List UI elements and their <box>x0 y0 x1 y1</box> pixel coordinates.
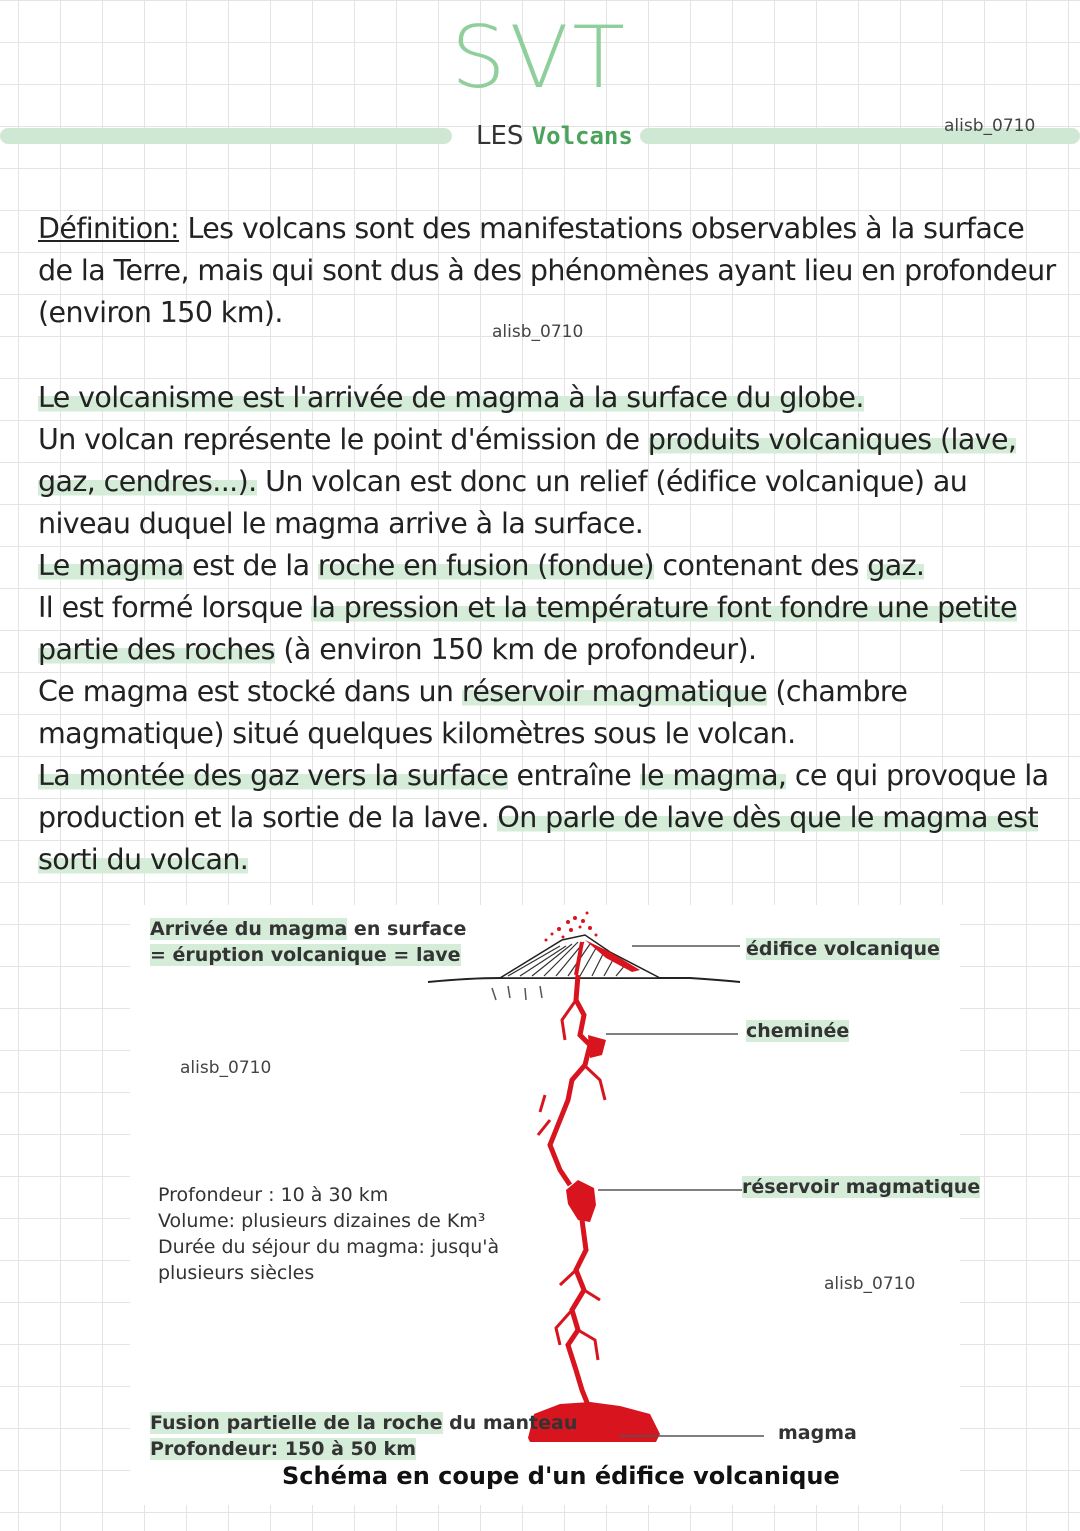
label-reservoir: réservoir magmatique <box>742 1176 981 1198</box>
watermark-diagram-left: alisb_0710 <box>180 1058 272 1078</box>
label-fusion: Fusion partielle de la roche du manteau Profondeur: 150 à 50 km <box>150 1412 578 1460</box>
body-line-magma: Le magma est de la roche en fusion (fondue) contenant des gaz. <box>38 549 925 582</box>
body-line-reservoir: Ce magma est stocké dans un réservoir magmatique (chambre magmatique) situé quelques kilomètres sous le volcan. <box>38 675 908 750</box>
eruption-particles <box>545 912 598 942</box>
reservoir-info: Profondeur : 10 à 30 km Volume: plusieurs dizaines de Km³ Durée du séjour du magma: jusqu'à plusieurs siècles <box>158 1184 500 1284</box>
definition-text: Les volcans sont des manifestations observables à la surface de la Terre, mais qui sont dus à des phénomènes ayant lieu en profondeur (environ 150 km). <box>38 212 1056 329</box>
definition-label: Définition: <box>38 212 180 245</box>
conduit-side-branches <box>538 1095 550 1135</box>
body-line-formation: Il est formé lorsque la pression et la température font fondre une petite partie des roches (à environ 150 km de profondeur). <box>38 591 1017 666</box>
body-line-volcan: Un volcan représente le point d'émission de produits volcaniques (lave, gaz, cendres...). Un volcan est donc un relief (édifice volcanique) au niveau duquel le magma arrive à la surface. <box>38 423 1017 540</box>
body-line-volcanisme: Le volcanisme est l'arrivée de magma à la surface du globe. <box>38 381 864 414</box>
watermark-middle: alisb_0710 <box>492 322 584 342</box>
magma-reservoir <box>566 1180 596 1222</box>
label-cheminee: cheminée <box>746 1020 850 1042</box>
chimney-pocket <box>588 1035 606 1058</box>
label-edifice: édifice volcanique <box>746 938 940 960</box>
ground-hatch <box>492 986 542 1000</box>
lower-branches <box>556 1270 600 1360</box>
watermark-top: alisb_0710 <box>944 116 1036 136</box>
subtitle-accent: Volcans <box>531 122 633 150</box>
page-title: SVT <box>451 8 629 108</box>
label-arrivee: Arrivée du magma en surface = éruption volcanique = lave <box>150 918 467 966</box>
body-line-lave: La montée des gaz vers la surface entraîne le magma, ce qui provoque la production et la sortie de la lave. On parle de lave dès que le magma est sorti du volcan. <box>38 759 1049 876</box>
label-magma: magma <box>778 1422 857 1444</box>
subtitle-prefix: LES <box>476 121 524 151</box>
watermark-diagram-right: alisb_0710 <box>824 1274 916 1294</box>
diagram-caption: Schéma en coupe d'un édifice volcanique <box>282 1462 840 1490</box>
